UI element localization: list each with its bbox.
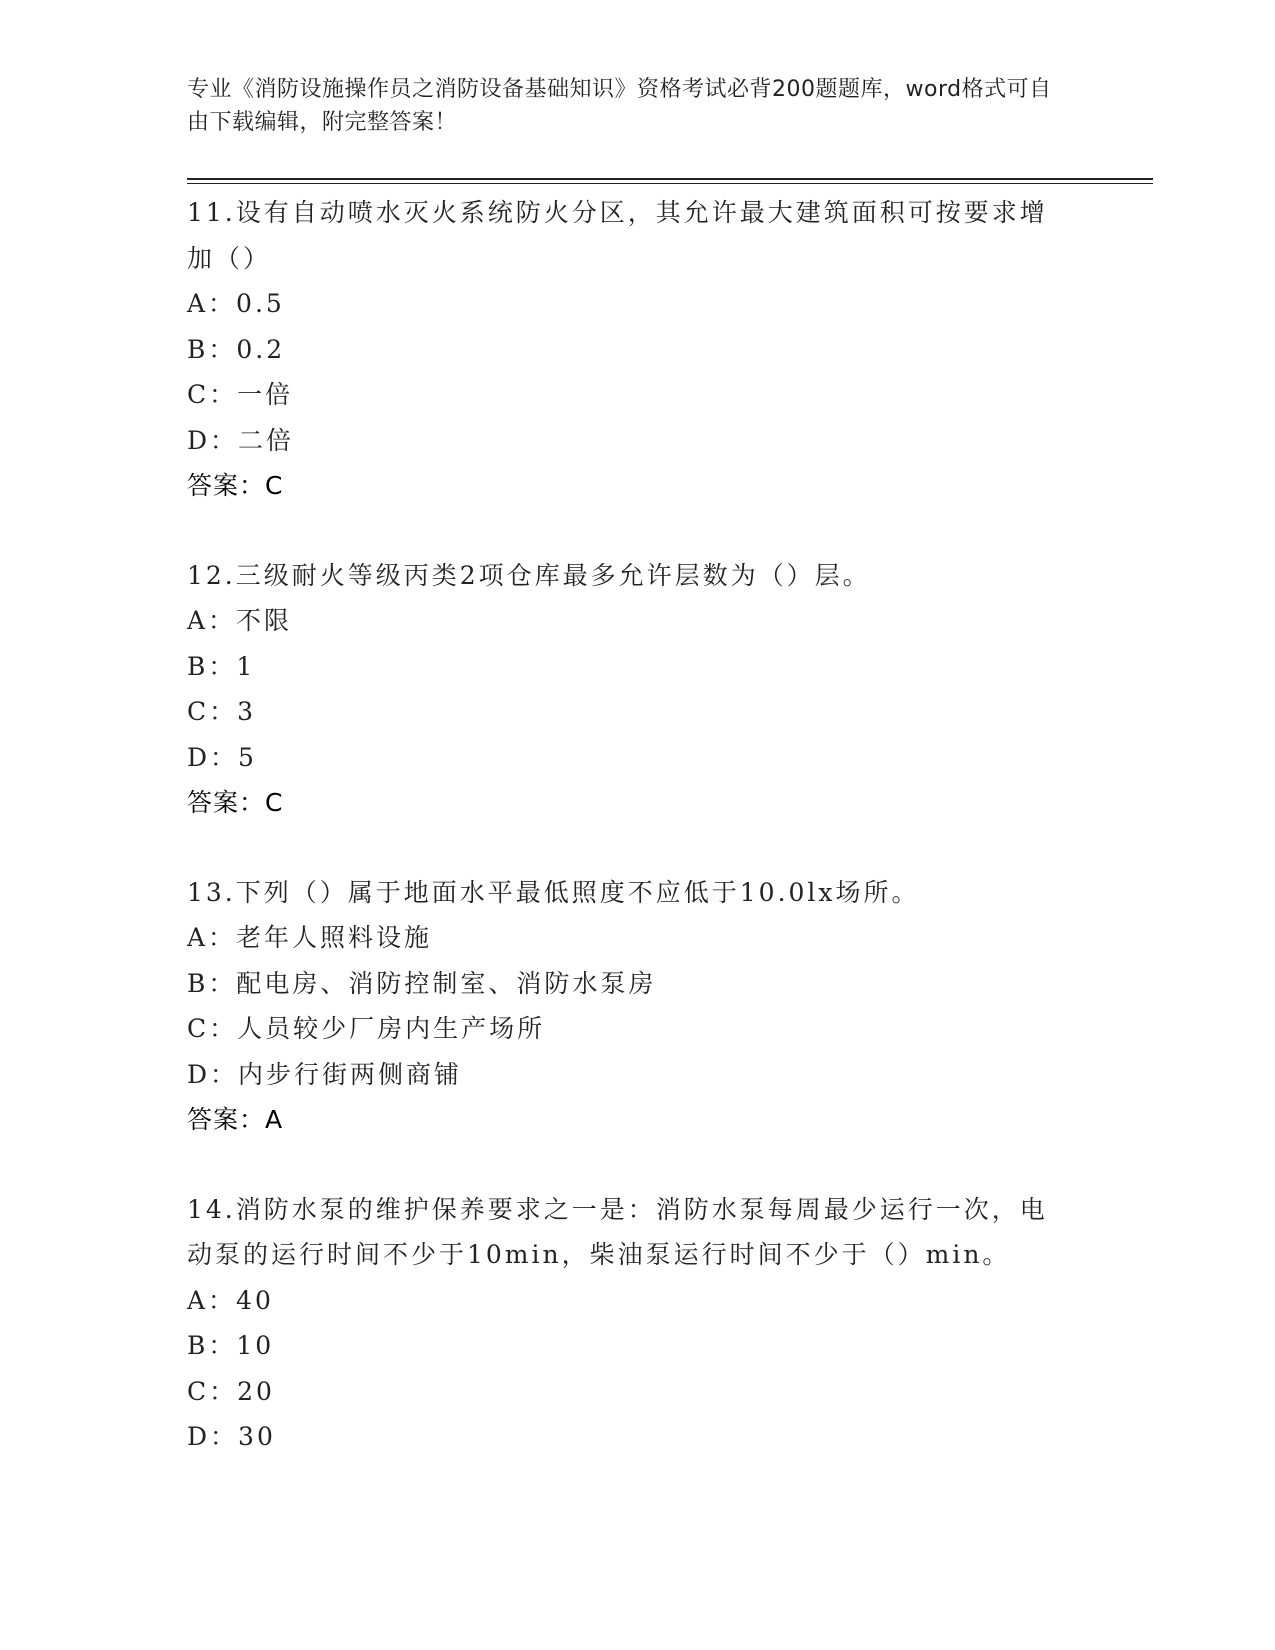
- option-d: D：5: [187, 742, 257, 772]
- answer-line: 答案：C: [187, 471, 284, 500]
- option-a: A：40: [187, 1285, 274, 1315]
- question-text: 12.三级耐火等级丙类2项仓库最多允许层数为（）层。: [187, 560, 871, 590]
- option-c: C：人员较少厂房内生产场所: [187, 1014, 546, 1043]
- question-list: [187, 190, 1087, 1504]
- question-13: [187, 870, 1087, 1143]
- answer-line: 答案：A: [187, 1105, 284, 1134]
- option-b: B：10: [187, 1331, 275, 1360]
- question-14: [187, 1187, 1087, 1460]
- option-d: D：内步行街两侧商铺: [187, 1059, 463, 1089]
- question-12: [187, 553, 1087, 826]
- question-text: 13.下列（）属于地面水平最低照度不应低于10.0lx场所。: [187, 877, 920, 907]
- option-b: B：配电房、消防控制室、消防水泵房: [187, 968, 657, 998]
- question-11: [187, 190, 1087, 509]
- document-header: 专业《消防设施操作员之消防设备基础知识》资格考试必背200题题库，word格式可自由下载编辑，附完整答案！: [187, 77, 1052, 135]
- option-d: D：二倍: [187, 425, 295, 455]
- header-divider-thick: [187, 178, 1153, 180]
- option-c: C：20: [187, 1376, 275, 1406]
- question-text: 14.消防水泵的维护保养要求之一是：消防水泵每周最少运行一次，电动泵的运行时间不少于10min，柴油泵运行时间不少于（）min。: [187, 1194, 1048, 1269]
- header-divider-thin: [187, 183, 1153, 184]
- option-a: A：老年人照料设施: [187, 923, 433, 952]
- answer-line: 答案：C: [187, 788, 284, 817]
- option-a: A：不限: [187, 606, 293, 635]
- option-b: B：0.2: [187, 334, 286, 364]
- question-text: 11.设有自动喷水灭火系统防火分区，其允许最大建筑面积可按要求增加（）: [187, 198, 1048, 273]
- option-c: C：一倍: [187, 380, 294, 409]
- option-d: D：30: [187, 1422, 276, 1451]
- option-a: A：0.5: [187, 289, 285, 318]
- option-c: C：3: [187, 697, 257, 726]
- option-b: B：1: [187, 651, 256, 681]
